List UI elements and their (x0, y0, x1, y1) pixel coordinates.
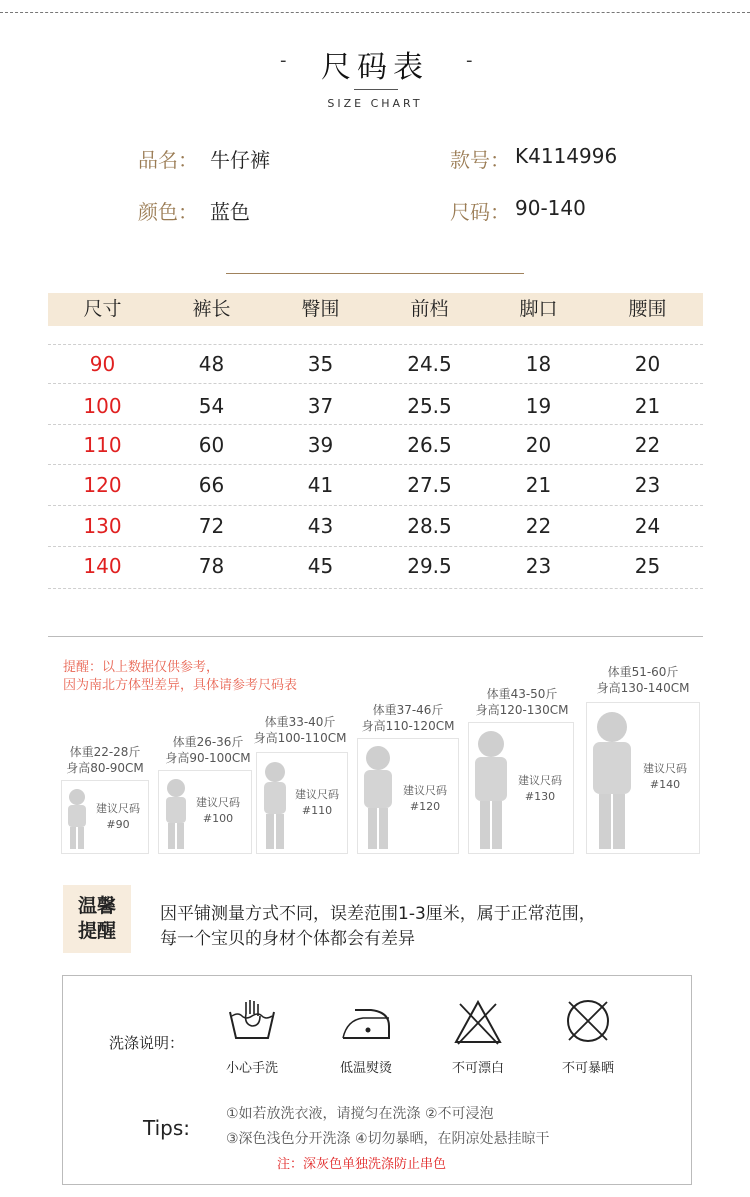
table-cell: 26.5 (407, 433, 452, 457)
column-header: 臀围 (301, 298, 340, 320)
row-divider (48, 546, 703, 547)
weight-label: 体重43-50斤 (486, 687, 558, 701)
top-dashed-divider (0, 12, 750, 13)
suggest-label: 建议尺码 (196, 796, 240, 809)
table-cell: 19 (525, 394, 552, 418)
column-header: 前档 (410, 298, 449, 320)
row-divider (48, 344, 703, 345)
no-sun-icon (563, 996, 613, 1046)
table-cell: 48 (198, 352, 225, 376)
care-instructions-panel (62, 975, 692, 1185)
size-cell: 100 (83, 394, 122, 418)
table-cell: 41 (307, 473, 334, 497)
size-cell: 90 (89, 352, 116, 376)
section-divider (48, 636, 703, 637)
title-right-dash: - (466, 50, 473, 71)
warm-reminder-label-2: 提醒 (77, 920, 116, 942)
care-label: 洗涤说明： (109, 1034, 185, 1052)
table-cell: 43 (307, 514, 334, 538)
height-guide-card (248, 714, 352, 856)
reminder-line-1: 提醒：以上数据仅供参考， (63, 660, 220, 675)
table-row (48, 352, 703, 378)
page-header (0, 42, 750, 85)
size-cell: 140 (83, 554, 122, 578)
table-row (48, 394, 703, 420)
page-subtitle: SIZE CHART (327, 97, 423, 110)
height-guide-card (355, 702, 461, 856)
info-divider (226, 273, 524, 274)
height-guide-card (55, 744, 155, 856)
column-header: 脚口 (519, 298, 558, 320)
row-divider (48, 424, 703, 425)
suggested-size: #90 (106, 818, 130, 831)
row-divider (48, 505, 703, 506)
size-cell: 130 (83, 514, 122, 538)
low-iron-label: 低温熨烫 (339, 1061, 392, 1076)
table-cell: 20 (634, 352, 661, 376)
style-number-label: 款号： (450, 148, 510, 172)
warm-reminder-badge (63, 885, 131, 953)
low-iron-icon (341, 1004, 391, 1042)
suggested-size: #120 (409, 800, 441, 813)
color-label: 颜色： (138, 200, 198, 224)
suggest-label: 建议尺码 (643, 762, 687, 775)
table-cell: 24.5 (407, 352, 452, 376)
size-suggestion-box (586, 702, 700, 854)
warm-reminder-text-1: 因平铺测量方式不同，误差范围1-3厘米，属于正常范围， (160, 904, 596, 924)
table-row (48, 433, 703, 459)
row-divider (48, 588, 703, 589)
height-label: 身高120-130CM (475, 703, 569, 717)
size-suggestion-box (256, 752, 348, 854)
table-cell: 24 (634, 514, 661, 538)
height-label: 身高100-110CM (253, 731, 347, 745)
product-name-value: 牛仔裤 (210, 148, 270, 172)
child-silhouette-icon (360, 743, 396, 851)
suggest-label: 建议尺码 (295, 788, 339, 801)
no-bleach-icon (452, 998, 504, 1046)
table-cell: 22 (525, 514, 552, 538)
table-row (48, 473, 703, 499)
row-divider (48, 464, 703, 465)
color-value: 蓝色 (210, 200, 250, 224)
row-divider (48, 383, 703, 384)
table-cell: 39 (307, 433, 334, 457)
warm-reminder-label-1: 温馨 (77, 895, 116, 917)
no-sun-label: 不可暴晒 (561, 1061, 614, 1076)
size-suggestion-box (468, 722, 574, 854)
table-cell: 23 (634, 473, 661, 497)
no-bleach-label: 不可漂白 (451, 1061, 504, 1076)
hand-wash-icon (226, 998, 278, 1044)
table-cell: 66 (198, 473, 225, 497)
size-cell: 120 (83, 473, 122, 497)
reminder-line-2: 因为南北方体型差异，具体请参考尺码表 (63, 678, 298, 693)
column-header: 腰围 (628, 298, 667, 320)
suggested-size: #100 (202, 812, 234, 825)
table-cell: 25.5 (407, 394, 452, 418)
size-table-header (48, 293, 703, 326)
height-guide-card (466, 686, 578, 856)
hand-wash-label: 小心手洗 (225, 1061, 278, 1076)
size-suggestion-box (158, 770, 252, 854)
suggested-size: #130 (524, 790, 556, 803)
column-header: 尺寸 (83, 298, 122, 320)
title-left-dash: - (280, 50, 287, 71)
table-cell: 21 (634, 394, 661, 418)
tips-line-2: ③深色浅色分开洗涤 ④切勿暴晒，在阴凉处悬挂晾干 (226, 1131, 550, 1147)
table-cell: 25 (634, 554, 661, 578)
table-cell: 54 (198, 394, 225, 418)
weight-label: 体重26-36斤 (172, 735, 244, 749)
suggest-label: 建议尺码 (96, 802, 140, 815)
table-cell: 21 (525, 473, 552, 497)
table-cell: 72 (198, 514, 225, 538)
size-cell: 110 (83, 433, 122, 457)
size-range-value: 90-140 (515, 196, 586, 220)
product-name-label: 品名： (138, 148, 198, 172)
height-label: 身高80-90CM (66, 761, 144, 775)
suggested-size: #110 (301, 804, 333, 817)
style-number-value: K4114996 (515, 144, 618, 168)
table-cell: 27.5 (407, 473, 452, 497)
table-cell: 28.5 (407, 514, 452, 538)
column-header: 裤长 (192, 298, 231, 320)
height-guide-card (158, 734, 258, 856)
table-cell: 35 (307, 352, 334, 376)
table-cell: 20 (525, 433, 552, 457)
table-cell: 29.5 (407, 554, 452, 578)
weight-label: 体重51-60斤 (607, 665, 679, 679)
height-label: 身高130-140CM (596, 681, 690, 695)
suggested-size: #140 (649, 778, 681, 791)
table-cell: 60 (198, 433, 225, 457)
height-guide-card (584, 664, 702, 856)
table-cell: 45 (307, 554, 334, 578)
height-label: 身高110-120CM (361, 719, 455, 733)
table-cell: 18 (525, 352, 552, 376)
child-silhouette-icon (471, 727, 511, 851)
table-row (48, 514, 703, 540)
title-underline (354, 89, 398, 90)
suggest-label: 建议尺码 (403, 784, 447, 797)
care-note: 注：深灰色单独洗涤防止串色 (277, 1157, 447, 1172)
size-suggestion-box (357, 738, 459, 854)
child-silhouette-icon (64, 787, 90, 851)
size-range-label: 尺码： (450, 200, 510, 224)
weight-label: 体重33-40斤 (264, 715, 336, 729)
suggest-label: 建议尺码 (518, 774, 562, 787)
size-suggestion-box (61, 780, 149, 854)
warm-reminder-text-2: 每一个宝贝的身材个体都会有差异 (160, 929, 415, 949)
child-silhouette-icon (589, 707, 635, 851)
tips-line-1: ①如若放洗衣液，请搅匀在洗涤 ②不可浸泡 (226, 1106, 494, 1122)
table-cell: 23 (525, 554, 552, 578)
table-cell: 37 (307, 394, 334, 418)
tips-label: Tips: (143, 1116, 191, 1140)
weight-label: 体重22-28斤 (69, 745, 141, 759)
weight-label: 体重37-46斤 (372, 703, 444, 717)
page-title: 尺码表 (321, 50, 429, 85)
table-row (48, 554, 703, 580)
height-label: 身高90-100CM (165, 751, 251, 765)
table-cell: 22 (634, 433, 661, 457)
table-cell: 78 (198, 554, 225, 578)
